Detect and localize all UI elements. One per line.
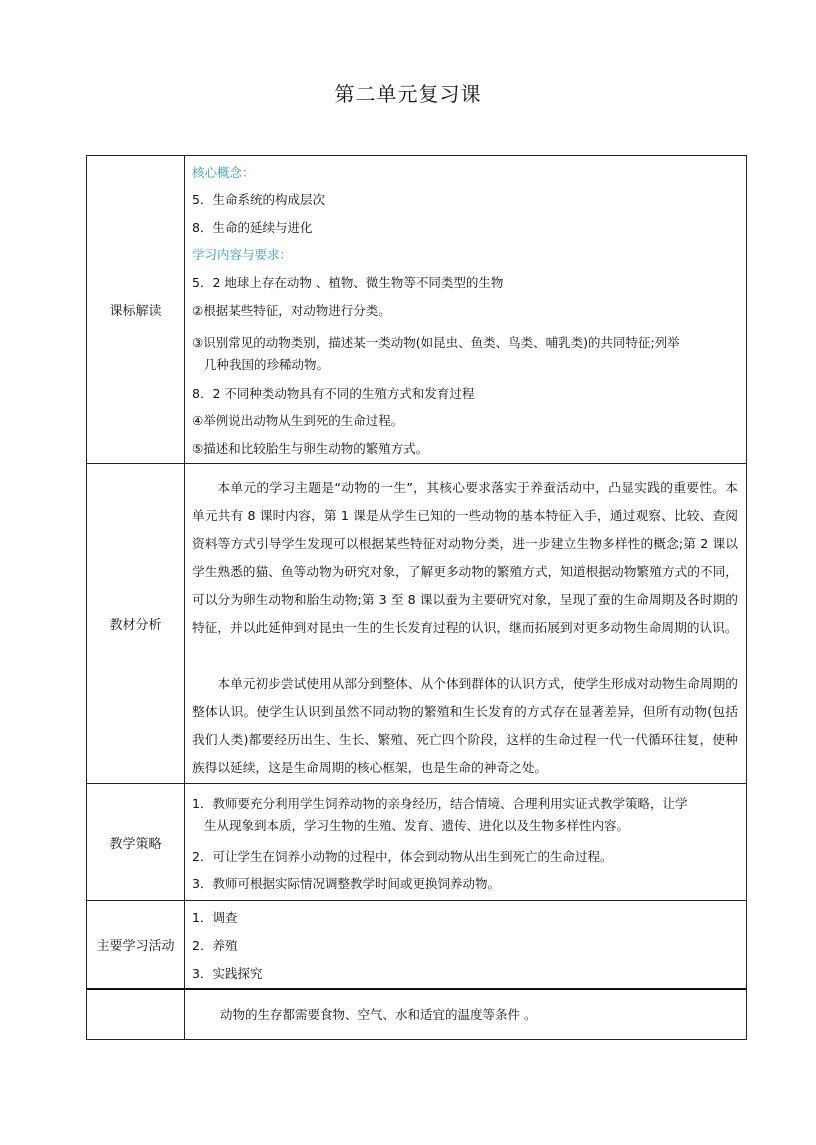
row-last — [86, 988, 747, 1040]
activity-item: 2．养殖 — [192, 938, 238, 953]
strategy-item-text-continued: 生从现象到本质，学习生物的生殖、发育、遗传、进化以及生物多样性内容。 — [204, 818, 630, 833]
requirement-item: ⑤描述和比较胎生与卵生动物的繁殖方式。 — [192, 441, 429, 456]
row-activities — [86, 900, 747, 989]
core-concepts-heading: 核心概念： — [192, 165, 255, 180]
row-content-textbook — [184, 464, 746, 783]
condition-text: 动物的生存都需要食物、空气、水和适宜的温度等条件 。 — [220, 1007, 537, 1022]
core-concept-item: 5．生命系统的构成层次 — [192, 192, 325, 207]
row-textbook — [86, 463, 747, 784]
requirement-item: ③识别常见的动物类别，描述某一类动物(如昆虫、鱼类、鸟类、哺乳类)的共同特征;列举 — [192, 335, 680, 350]
row-label-strategy: 教学策略 — [87, 784, 185, 900]
row-content-curriculum — [184, 156, 746, 463]
requirement-item: 8．2 不同种类动物具有不同的生殖方式和发育过程 — [192, 386, 475, 401]
row-label-last — [87, 990, 185, 1039]
row-strategy — [86, 783, 747, 901]
row-content-activities — [184, 901, 746, 988]
analysis-paragraph: 本单元的学习主题是“动物的一生”，其核心要求落实于养蚕活动中，凸显实践的重要性。本单元共有 8 课时内容，第 1 课是从学生已知的一些动物的基本特征入手，通过观察、比较、查阅资料等方式引导学生发现可以根据某些特征对动物分类，进一步建立生物多样性的概念;第 2 课以学生熟悉的猫、鱼等动物为研究对象，了解更多动物的繁殖方式，知道根据动物繁殖方式的不同，可以分为卵生动物和胎生动物;第 3 至 8 课以蚕为主要研究对象，呈现了蚕的生命周期及各时期的特征，并以此延伸到对昆虫一生的生长发育过程的认识，继而拓展到对更多动物生命周期的认识。 — [192, 480, 738, 635]
row-content-last — [184, 990, 746, 1039]
core-concept-item: 8．生命的延续与进化 — [192, 220, 313, 235]
row-curriculum — [86, 155, 747, 464]
row-label-textbook: 教材分析 — [87, 464, 185, 783]
row-content-strategy — [184, 784, 746, 900]
strategy-item-text: 1．教师要充分利用学生饲养动物的亲身经历，结合情境、合理利用实证式教学策略，让学 — [192, 796, 688, 811]
strategy-item: 3．教师可根据实际情况调整教学时间或更换饲养动物。 — [192, 876, 500, 891]
requirements-heading: 学习内容与要求： — [192, 247, 293, 262]
requirement-item: ②根据某些特征，对动物进行分类。 — [192, 303, 391, 318]
activity-item: 3．实践探究 — [192, 966, 263, 981]
analysis-paragraph: 本单元初步尝试使用从部分到整体、从个体到群体的认识方式，使学生形成对动物生命周期的整体认识。使学生认识到虽然不同动物的繁殖和生长发育的方式存在显著差异，但所有动物(包括我们人类)都要经历出生、生长、繁殖、死亡四个阶段，这样的生命过程一代一代循环往复，使种族得以延续，这是生命周期的核心框架，也是生命的神奇之处。 — [192, 676, 738, 775]
requirement-item: 5．2 地球上存在动物 、植物、微生物等不同类型的生物 — [192, 275, 504, 290]
strategy-item: 2．可让学生在饲养小动物的过程中，体会到动物从出生到死亡的生命过程。 — [192, 849, 613, 864]
page-title: 第二单元复习课 — [334, 82, 482, 106]
requirement-item-continued: 几种我国的珍稀动物。 — [204, 357, 330, 372]
row-label-activities: 主要学习活动 — [87, 901, 185, 988]
row-label-curriculum: 课标解读 — [87, 156, 185, 463]
requirement-item: ④举例说出动物从生到死的生命过程。 — [192, 413, 404, 428]
strategy-item — [192, 793, 738, 837]
activity-item: 1．调查 — [192, 910, 238, 925]
